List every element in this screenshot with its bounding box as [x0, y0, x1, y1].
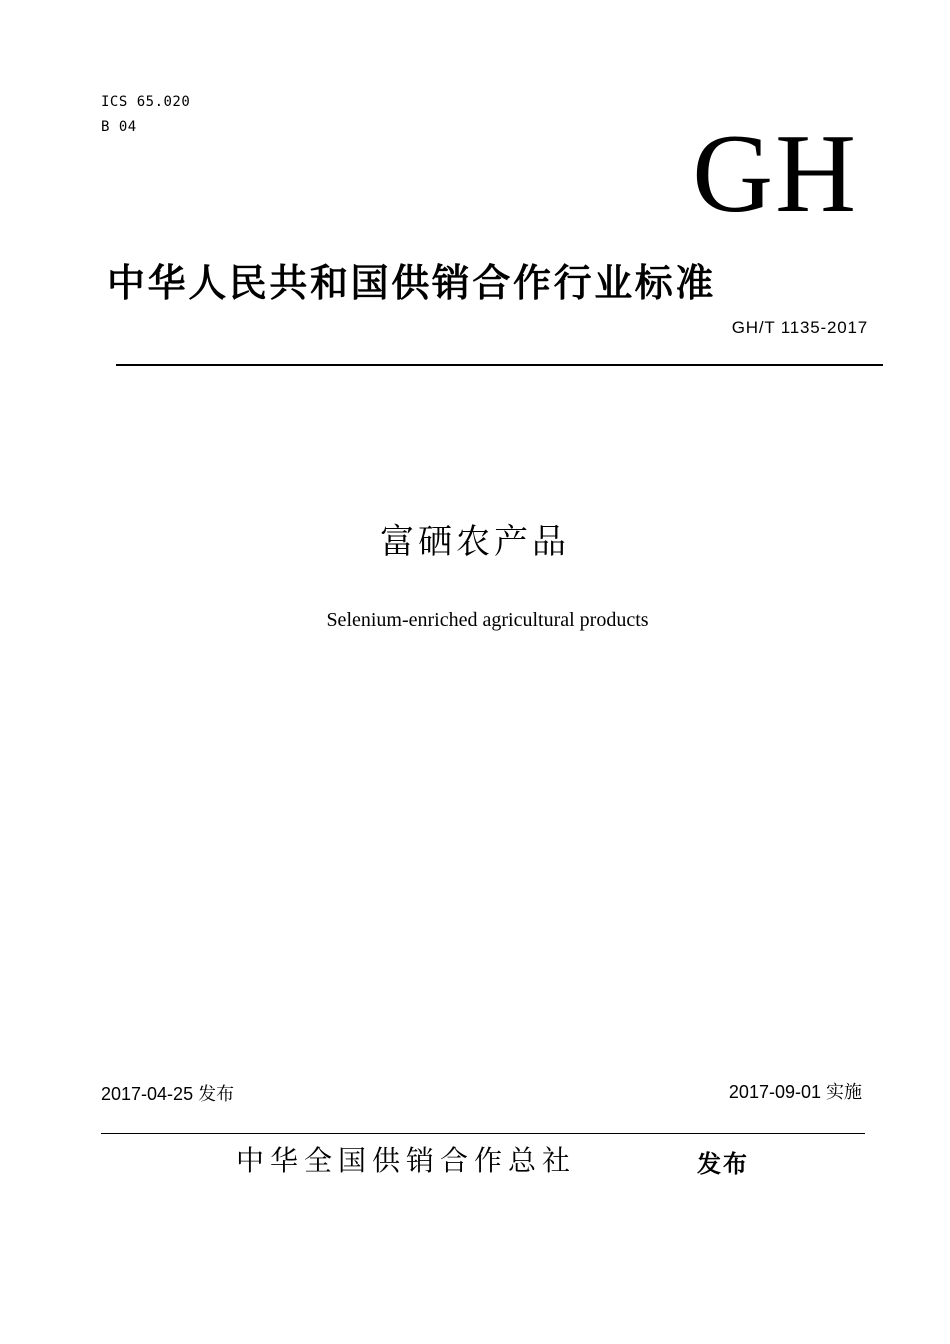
standard-category-title: 中华人民共和国供销合作行业标准 — [107, 261, 717, 305]
implementation-date: 2017-09-01 实施 — [728, 1082, 862, 1102]
standard-number: GH/T 1135-2017 — [731, 318, 868, 337]
footer-divider — [101, 1133, 865, 1134]
publisher-name: 中华全国供销合作总社 — [236, 1144, 577, 1177]
publish-label: 发布 — [697, 1150, 749, 1178]
ccs-code: B 04 — [101, 119, 137, 135]
gh-logo: GH — [692, 112, 858, 236]
document-title-zh: 富硒农产品 — [380, 522, 570, 562]
document-title-en: Selenium-enriched agricultural products — [326, 609, 649, 631]
ics-code: ICS 65.020 — [101, 94, 191, 110]
issue-date: 2017-04-25 发布 — [101, 1084, 235, 1104]
header-divider — [116, 364, 883, 366]
